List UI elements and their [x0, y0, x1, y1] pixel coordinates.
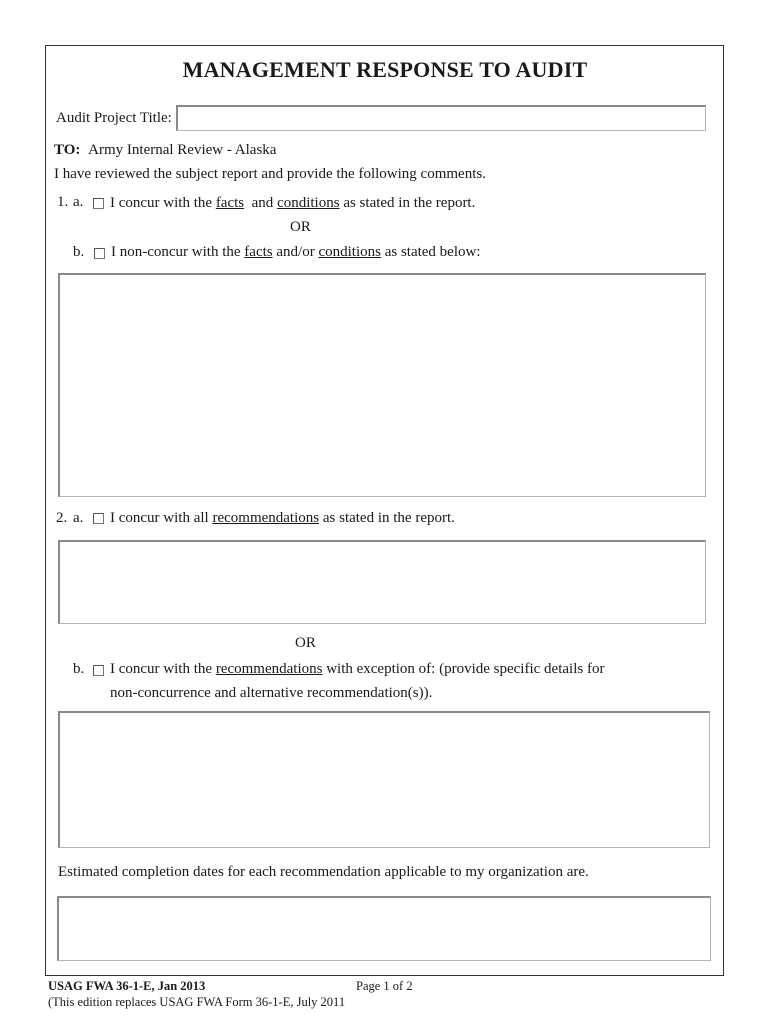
- section2-a-suffix: as stated in the report.: [322, 510, 455, 526]
- section2-b-prefix: I concur with the: [110, 661, 213, 677]
- section2-a-prefix: I concur with all: [110, 510, 209, 526]
- section2-b-suffix: with exception of: (provide specific details for: [326, 661, 605, 677]
- section2-b-checkbox[interactable]: [93, 665, 104, 676]
- project-title-input[interactable]: [176, 105, 706, 131]
- section1-a-label: a.: [73, 194, 84, 210]
- to-line: [54, 142, 276, 159]
- to-label: TO:: [54, 142, 81, 158]
- section1-a-and: and: [251, 195, 274, 211]
- section1-b-conditions: conditions: [318, 244, 381, 260]
- section1-a-prefix: I concur with the: [110, 195, 213, 211]
- section2-b-text: [110, 661, 604, 678]
- intro-text: I have reviewed the subject report and provide the following comments.: [54, 166, 486, 182]
- section1-b-response-field[interactable]: [58, 273, 706, 497]
- section1-b-checkbox[interactable]: [94, 248, 105, 259]
- section2-a-text: [110, 510, 455, 527]
- section1-a-checkbox[interactable]: [93, 198, 104, 209]
- form-title: MANAGEMENT RESPONSE TO AUDIT: [182, 57, 588, 82]
- section2-b-label: b.: [73, 661, 85, 677]
- section2-b-text-line2: non-concurrence and alternative recommendation(s)).: [110, 685, 433, 701]
- section1-b-prefix: I non-concur with the: [111, 244, 241, 260]
- footer-page-number: Page 1 of 2: [356, 979, 413, 993]
- section2-or: OR: [295, 635, 316, 651]
- section1-b-suffix: as stated below:: [384, 244, 481, 260]
- section1-b-text: [111, 244, 481, 261]
- section1-or: OR: [290, 219, 311, 235]
- section1-a-text: [110, 195, 475, 212]
- footer-edition-note: (This edition replaces USAG FWA Form 36-1-E, July 2011: [48, 995, 346, 1009]
- section1-number: 1.: [57, 194, 69, 210]
- to-value: Army Internal Review - Alaska: [88, 142, 277, 158]
- footer-form-id: USAG FWA 36-1-E, Jan 2013: [48, 979, 206, 993]
- section2-a-recommendations: recommendations: [212, 510, 320, 526]
- section1-b-andor: and/or: [276, 244, 315, 260]
- project-title-label: Audit Project Title:: [56, 110, 172, 126]
- section1-a-suffix: as stated in the report.: [343, 195, 476, 211]
- completion-response-field[interactable]: [57, 896, 711, 961]
- section2-number: 2.: [56, 510, 68, 526]
- section1-b-facts: facts: [244, 244, 273, 260]
- section2-a-checkbox[interactable]: [93, 513, 104, 524]
- section1-a-conditions: conditions: [277, 195, 340, 211]
- section2-a-label: a.: [73, 510, 84, 526]
- section1-b-label: b.: [73, 244, 85, 260]
- section2-a-response-field[interactable]: [58, 540, 706, 624]
- section2-b-response-field[interactable]: [58, 711, 710, 848]
- completion-label: Estimated completion dates for each recommendation applicable to my organization are.: [58, 864, 589, 880]
- section2-b-recommendations: recommendations: [215, 661, 323, 677]
- section1-a-facts: facts: [215, 195, 245, 211]
